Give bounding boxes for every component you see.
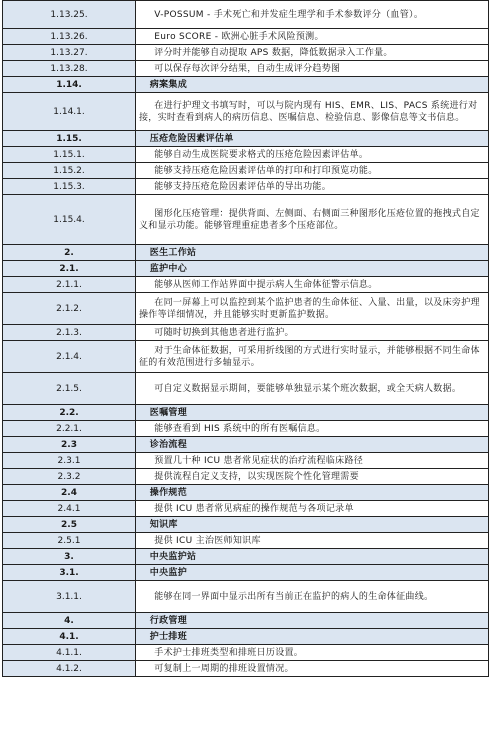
item-description-cell [136,29,489,45]
item-description-cell [136,45,489,61]
item-number-cell: 1.13.27. [3,45,136,61]
item-description: 提供流程自定义支持，以实现医院个性化管理需要 [154,471,359,482]
item-description-cell [136,421,489,437]
item-number-cell: 2.1.2. [3,293,136,325]
item-number-cell: 1.15. [3,131,136,147]
item-description: 能够在同一界面中显示出所有当前正在监护的病人的生命体征曲线。 [154,591,434,602]
section-title-cell [136,131,489,147]
table-row [3,325,489,341]
item-number-cell: 2.3.1 [3,453,136,469]
section-title: 诊治流程 [149,439,187,450]
item-number-cell: 4.1. [3,629,136,645]
section-heading-row [3,629,489,645]
item-description-cell [136,163,489,179]
table-row [3,277,489,293]
section-heading-row [3,613,489,629]
item-description: 在进行护理文书填写时，可以与院内现有 HIS、EMR、LIS、PACS 系统进行对接，实时查看到病人的病历信息、医嘱信息、检验信息、影像信息等文书信息。 [139,100,478,123]
table-row [3,581,489,613]
item-description: 预置几十种 ICU 患者常见症状的治疗流程临床路径 [154,455,364,466]
item-number-cell: 1.14. [3,77,136,93]
section-title: 操作规范 [149,487,187,498]
table-row [3,645,489,661]
item-description: 提供 ICU 患者常见病症的操作规范与各项记录单 [154,503,354,514]
item-description: 图形化压疮管理：提供背面、左侧面、右侧面三种图形化压疮位置的拖拽式自定义和显示功能。能够管理重症患者多个压疮部位。 [139,208,480,231]
section-title-cell [136,613,489,629]
item-description-cell [136,325,489,341]
item-description: 能够查看到 HIS 系统中的所有医嘱信息。 [154,423,326,434]
item-number-cell: 1.13.26. [3,29,136,45]
table-row [3,29,489,45]
item-number-cell: 2.5 [3,517,136,533]
section-title-cell [136,261,489,277]
item-number-cell: 4. [3,613,136,629]
item-description-cell [136,501,489,517]
item-description: 可以保存每次评分结果，自动生成评分趋势图 [154,63,341,74]
item-number-cell: 4.1.2. [3,661,136,677]
item-number-cell: 3. [3,549,136,565]
section-heading-row [3,517,489,533]
table-row [3,93,489,131]
item-number-cell: 2.4 [3,485,136,501]
section-heading-row [3,565,489,581]
item-description: 能够自动生成医院要求格式的压疮危险因素评估单。 [154,149,369,160]
item-number-cell: 2.1.5. [3,373,136,405]
item-description-cell [136,645,489,661]
item-description-cell [136,1,489,29]
section-title-cell [136,437,489,453]
item-description-cell [136,147,489,163]
item-description: 在同一屏幕上可以监控到某个监护患者的生命体征、入量、出量，以及床旁护理操作等详细情况，并且能够实时更新监护数据。 [139,297,480,320]
item-number-cell: 4.1.1. [3,645,136,661]
table-row [3,179,489,195]
item-number-cell: 1.15.1. [3,147,136,163]
section-title: 中央监护站 [149,551,197,562]
section-heading-row [3,437,489,453]
section-heading-row [3,549,489,565]
item-description: Euro SCORE - 欧洲心脏手术风险预测。 [154,31,324,42]
section-title: 监护中心 [149,263,187,274]
section-title: 中央监护 [149,567,187,578]
item-number-cell: 1.15.3. [3,179,136,195]
section-heading-row [3,261,489,277]
item-number-cell: 2.1.3. [3,325,136,341]
item-number-cell: 2.4.1 [3,501,136,517]
table-row [3,61,489,77]
table-row [3,1,489,29]
item-description-cell [136,93,489,131]
section-title-cell [136,77,489,93]
item-number-cell: 3.1. [3,565,136,581]
item-number-cell: 2.1. [3,261,136,277]
table-row [3,453,489,469]
table-row [3,163,489,179]
item-description-cell [136,179,489,195]
table-row [3,341,489,373]
item-description: 能够支持压疮危险因素评估单的导出功能。 [154,181,331,192]
item-number-cell: 3.1.1. [3,581,136,613]
item-description: 对于生命体征数据，可采用折线图的方式进行实时显示，并能够根据不同生命体征的有效范围进行多轴显示。 [139,345,480,368]
item-number-cell: 2.3 [3,437,136,453]
section-title: 压疮危险因素评估单 [149,133,234,144]
table-row [3,421,489,437]
item-number-cell: 2.2.1. [3,421,136,437]
item-description-cell [136,61,489,77]
table-row [3,533,489,549]
section-title: 病案集成 [149,79,187,90]
item-number-cell: 2. [3,245,136,261]
item-number-cell: 2.2. [3,405,136,421]
item-number-cell: 1.14.1. [3,93,136,131]
item-description-cell [136,373,489,405]
section-title-cell [136,565,489,581]
item-description-cell [136,277,489,293]
item-description-cell [136,293,489,325]
item-description: 可随时切换到其他患者进行监护。 [154,327,294,338]
section-title: 医嘱管理 [149,407,187,418]
table-row [3,661,489,677]
item-description: 可复制上一周期的排班设置情况。 [154,663,294,674]
item-description-cell [136,195,489,245]
table-row [3,501,489,517]
item-description: 能够支持压疮危险因素评估单的打印和打印预览功能。 [154,165,378,176]
item-description: 能够从医师工作站界面中提示病人生命体征警示信息。 [154,279,378,290]
item-description-cell [136,581,489,613]
item-description: 可自定义数据显示期间，要能够单独显示某个班次数据，或全天病人数据。 [154,383,462,394]
table-row [3,147,489,163]
requirements-table [2,0,489,677]
item-description-cell [136,453,489,469]
table-row [3,469,489,485]
item-description: V-POSSUM - 手术死亡和并发症生理学和手术参数评分（血管）。 [154,9,424,20]
section-title-cell [136,629,489,645]
table-row [3,195,489,245]
table-row [3,373,489,405]
section-title-cell [136,245,489,261]
item-description-cell [136,661,489,677]
section-title: 行政管理 [149,615,187,626]
item-description-cell [136,341,489,373]
item-number-cell: 1.13.25. [3,1,136,29]
item-number-cell: 2.1.4. [3,341,136,373]
section-title-cell [136,485,489,501]
item-description-cell [136,469,489,485]
section-title-cell [136,549,489,565]
section-heading-row [3,245,489,261]
requirements-table-body [3,1,489,677]
section-heading-row [3,77,489,93]
item-number-cell: 1.15.2. [3,163,136,179]
section-heading-row [3,405,489,421]
item-description: 提供 ICU 主治医师知识库 [154,535,261,546]
item-description: 手术护士排班类型和排班日历设置。 [154,647,304,658]
section-title: 知识库 [149,519,178,530]
item-number-cell: 1.13.28. [3,61,136,77]
item-description-cell [136,533,489,549]
section-title: 医生工作站 [149,247,197,258]
item-number-cell: 2.5.1 [3,533,136,549]
table-row [3,293,489,325]
table-row [3,45,489,61]
item-description: 评分时并能够自动提取 APS 数据，降低数据录入工作量。 [154,47,393,58]
item-number-cell: 2.3.2 [3,469,136,485]
section-heading-row [3,485,489,501]
item-number-cell: 2.1.1. [3,277,136,293]
section-title-cell [136,405,489,421]
section-title: 护士排班 [149,631,187,642]
section-title-cell [136,517,489,533]
section-heading-row [3,131,489,147]
item-number-cell: 1.15.4. [3,195,136,245]
